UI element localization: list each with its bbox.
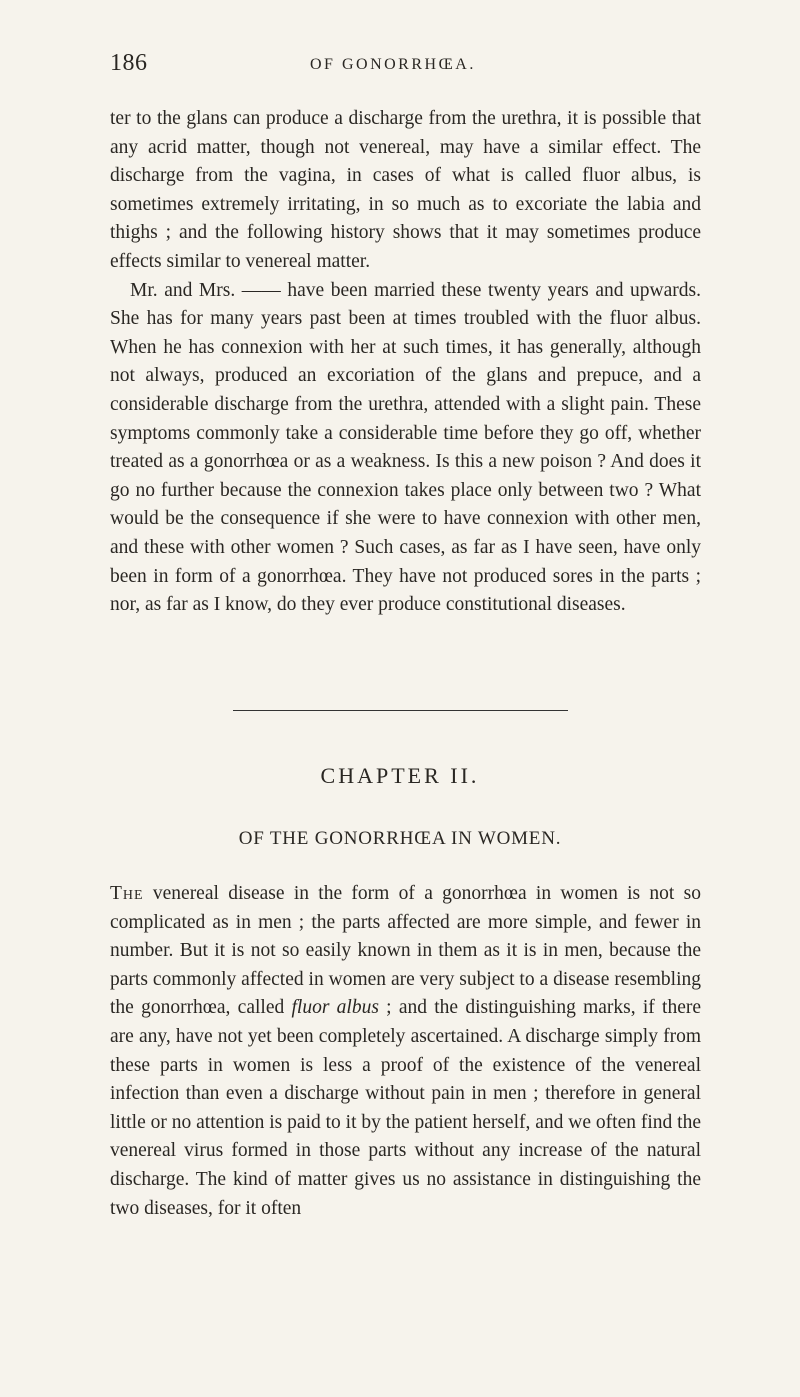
body-text-chapter bbox=[110, 880, 701, 1223]
page-number: 186 bbox=[110, 50, 148, 76]
paragraph-continuation: ter to the glans can produce a discharge from the urethra, it is possible that any acrid matter, though not venereal, may have a similar effect. The discharge from the vagina, in cases of what is called fluor albus, is sometimes extremely irritating, in so much as to excoriate the labia and thighs ; and the following history shows that it may sometimes produce effects similar to venereal matter. bbox=[110, 108, 701, 272]
lead-word: The bbox=[110, 883, 144, 904]
paragraph-case-history: Mr. and Mrs. —— have been married these twenty years and upwards. She has for many years past been at times troubled with the fluor albus. When he has connexion with her at such times, it has generally, although not always, produced an excoriation of the glans and prepuce, and a considerable discharge from the urethra, attended with a slight pain. These symptoms commonly take a considerable time before they go off, whether treated as a gonorrhœa or as a weakness. Is this a new poison ? And does it go no further because the connexion takes place only between two ? What would be the consequence if she were to have connexion with other men, and these with other women ? Such cases, as far as I have seen, have only been in form of a gonorrhœa. They have not produced sores in the parts ; nor, as far as I know, do they ever produce constitutional diseases. bbox=[110, 279, 701, 616]
running-head bbox=[110, 50, 710, 82]
chapter-subheading: OF THE GONORRHŒA IN WOMEN. bbox=[238, 828, 562, 849]
text-segment: venereal disease in the form of a gonorrhœa in women is not so complicated as in men ; the parts affected are more simple, and fewer in number. But it is not so easily known in them as it is in men, because the parts commonly affected in women are very subject to a disease resembling the gonorrhœa, called bbox=[110, 883, 701, 1019]
italic-term: fluor albus bbox=[291, 997, 379, 1019]
body-text-top bbox=[110, 105, 701, 620]
running-title: OF GONORRHŒA. bbox=[310, 56, 476, 73]
paragraph-chapter-opening bbox=[110, 880, 701, 1223]
chapter-heading: CHAPTER II. bbox=[320, 763, 480, 788]
section-divider bbox=[233, 710, 568, 711]
text-segment: ; and the distinguishing marks, if there are any, have not yet been completely ascertained. A discharge simply from these parts in women is less a proof of the existence of the venereal infection than even a discharge without pain in men ; therefore in general little or no attention is paid to it by the patient herself, and we often find the venereal virus formed in those parts without any increase of the natural discharge. The kind of matter gives us no assistance in distinguishing the two diseases, for it often bbox=[110, 997, 701, 1219]
